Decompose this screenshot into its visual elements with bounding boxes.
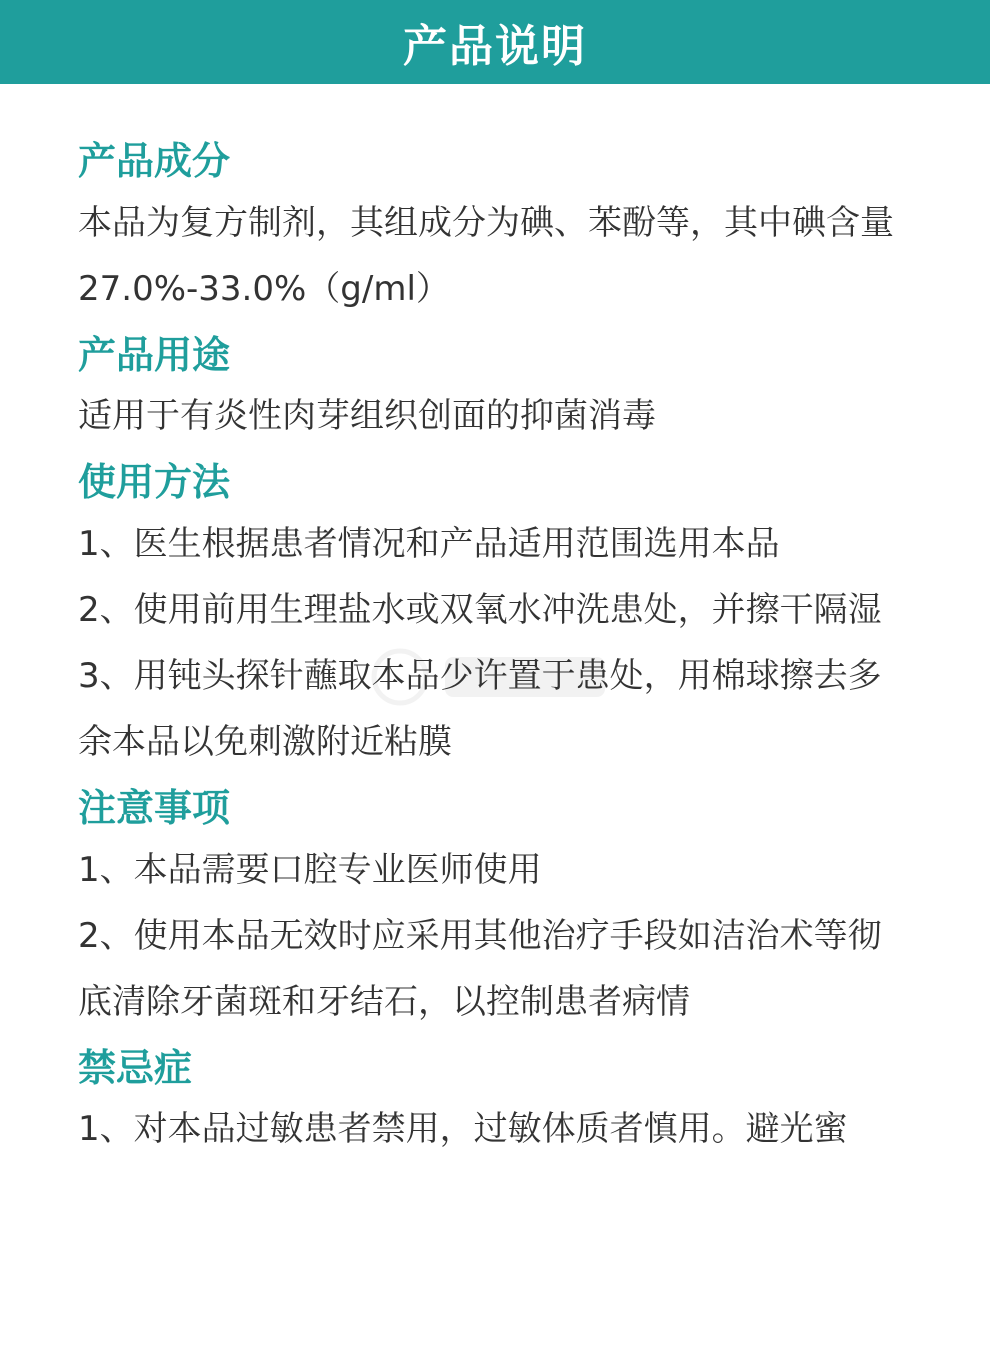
list-item: 1、本品需要口腔专业医师使用 bbox=[78, 849, 542, 890]
list-item: 3、用钝头探针蘸取本品少许置于患处，用棉球擦去多余本品以免刺激附近粘膜 bbox=[78, 656, 882, 763]
main-content bbox=[78, 140, 914, 1174]
section-precautions bbox=[78, 787, 914, 1035]
page-title: 产品说明 bbox=[403, 21, 587, 72]
section-ingredients bbox=[78, 140, 914, 322]
section-title-directions: 使用方法 bbox=[78, 460, 231, 505]
section-contraindications bbox=[78, 1047, 914, 1163]
section-title-usage-purpose: 产品用途 bbox=[78, 332, 231, 377]
list-item: 2、使用前用生理盐水或双氧水冲洗患处，并擦干隔湿 bbox=[78, 590, 882, 631]
page-header bbox=[0, 0, 990, 84]
section-title-contraindications: 禁忌症 bbox=[78, 1045, 193, 1090]
list-item: 2、使用本品无效时应采用其他治疗手段如洁治术等彻底清除牙菌斑和牙结石，以控制患者病情 bbox=[78, 915, 882, 1022]
section-text: 适用于有炎性肉芽组织创面的抑菌消毒 bbox=[78, 396, 656, 437]
section-title-precautions: 注意事项 bbox=[78, 786, 231, 831]
section-usage-purpose bbox=[78, 334, 914, 450]
section-directions bbox=[78, 461, 914, 775]
list-item: 1、对本品过敏患者禁用，过敏体质者慎用。避光蜜 bbox=[78, 1109, 848, 1150]
list-item: 1、医生根据患者情况和产品适用范围选用本品 bbox=[78, 524, 780, 565]
section-title-ingredients: 产品成分 bbox=[78, 139, 231, 183]
section-text: 本品为复方制剂，其组成分为碘、苯酚等，其中碘含量27.0%-33.0%（g/ml） bbox=[78, 202, 894, 309]
